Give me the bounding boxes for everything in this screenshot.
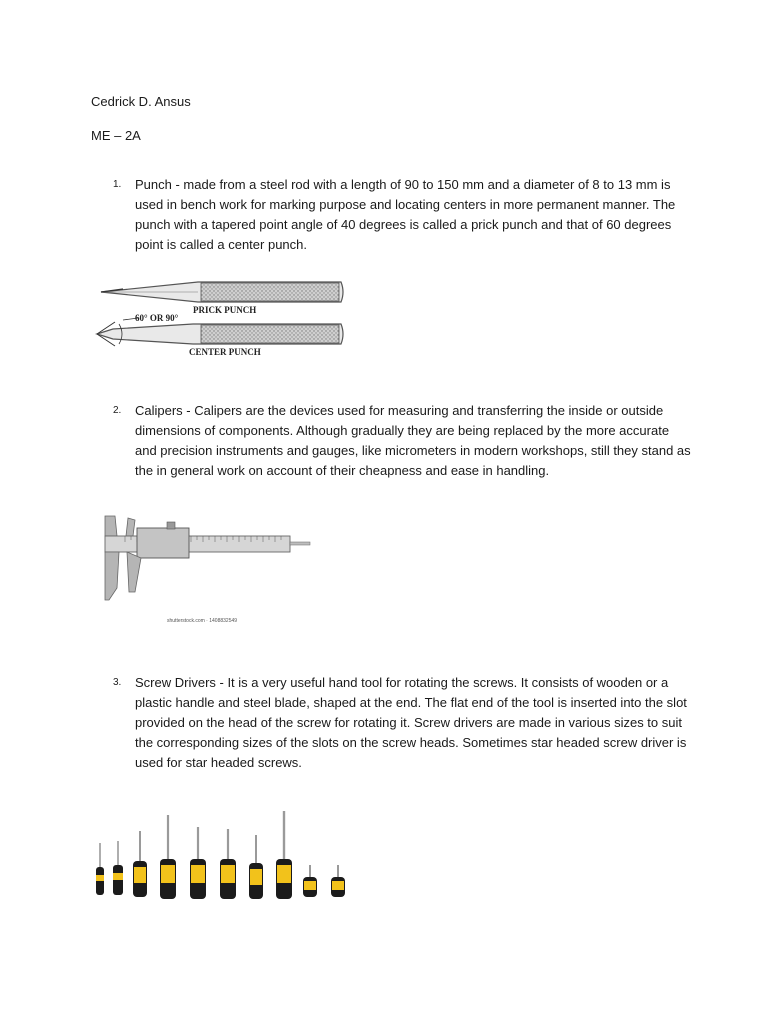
screwdriver xyxy=(220,829,236,899)
text-line: Calipers - Calipers are the devices used for measuring and transferring the inside or outside xyxy=(135,403,664,418)
section-label: ME – 2A xyxy=(91,128,141,143)
screwdriver-set-illustration xyxy=(88,795,358,915)
punch-illustration xyxy=(93,274,349,364)
text-line: Screw Drivers - It is a very useful hand tool for rotating the screws. It consists of wooden or a xyxy=(135,675,669,690)
angle-label: 60° OR 90° xyxy=(135,313,179,323)
text-line: used in bench work for marking purpose and locating centers in more permanent manner. The xyxy=(135,197,676,212)
prick-punch-label: PRICK PUNCH xyxy=(193,305,257,315)
screwdriver xyxy=(276,811,292,899)
item-text-screwdrivers xyxy=(135,673,695,773)
text-line: point is called a center punch. xyxy=(135,237,307,252)
caliper-illustration xyxy=(95,508,320,633)
text-line: the corresponding sizes of the slots on the screw heads. Sometimes star headed screw driver is xyxy=(135,735,687,750)
screwdriver xyxy=(303,865,317,897)
text-line: the in general work on account of their cheapness and ease in handling. xyxy=(135,463,550,478)
text-line: plastic handle and steel blade, shaped at the end. The flat end of the tool is inserted into the slot xyxy=(135,695,687,710)
screwdriver xyxy=(160,815,176,899)
item-text-calipers xyxy=(135,401,695,481)
text-line: Punch - made from a steel rod with a length of 90 to 150 mm and a diameter of 8 to 13 mm is xyxy=(135,177,671,192)
screwdriver xyxy=(331,865,345,897)
watermark-text: shutterstock.com · 1408832549 xyxy=(167,618,238,624)
screwdriver xyxy=(190,827,206,899)
item-number: 1. xyxy=(113,179,122,190)
text-line: used for star headed screws. xyxy=(135,755,302,770)
screwdriver xyxy=(96,843,104,895)
text-line: dimensions of components. Although gradually they are being replaced by the more accurate xyxy=(135,423,670,438)
text-line: and precision instruments and gauges, like micrometers in modern workshops, still they stand as xyxy=(135,443,691,458)
screwdriver xyxy=(133,831,147,897)
author-name: Cedrick D. Ansus xyxy=(91,94,191,109)
screwdriver xyxy=(113,841,123,895)
item-text-punch xyxy=(135,175,695,255)
item-number: 2. xyxy=(113,405,122,416)
item-number: 3. xyxy=(113,677,122,688)
center-punch-label: CENTER PUNCH xyxy=(189,347,261,357)
text-line: provided on the head of the screw for rotating it. Screw drivers are made in various sizes to suit xyxy=(135,715,682,730)
text-line: punch with a tapered point angle of 40 degrees is called a prick punch and that of 60 degrees xyxy=(135,217,672,232)
screwdriver xyxy=(249,835,263,899)
